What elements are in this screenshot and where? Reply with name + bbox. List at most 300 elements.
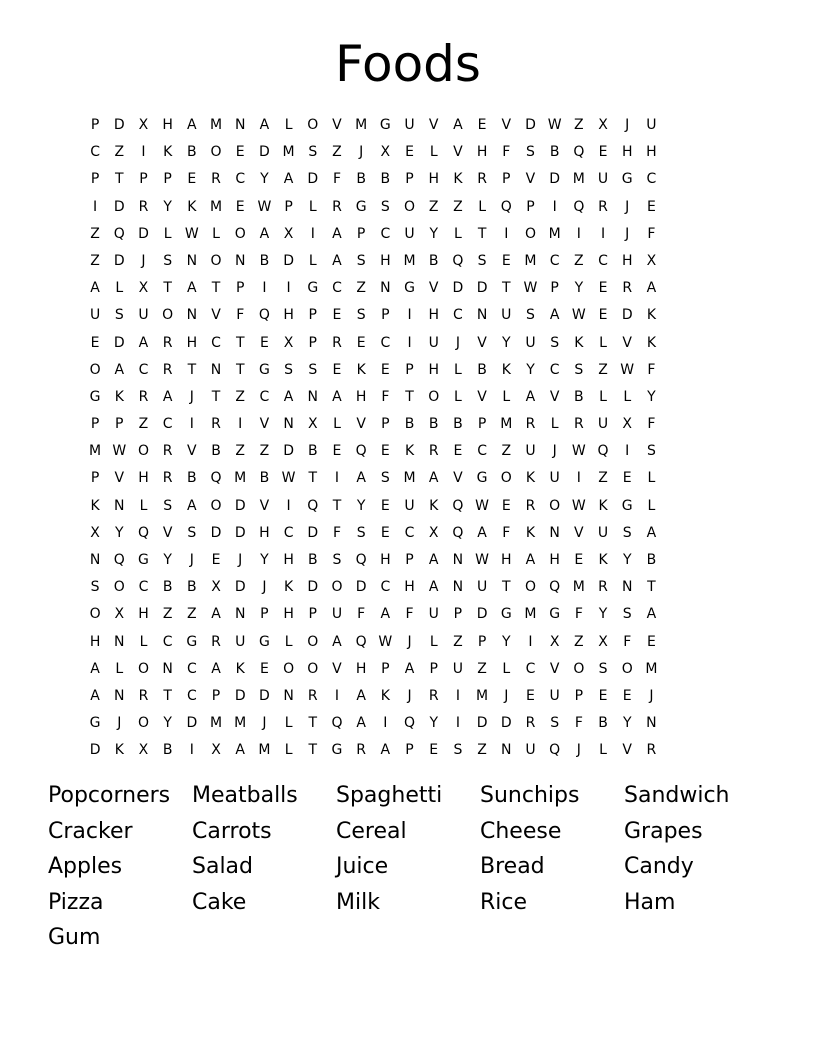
grid-letter: Y: [115, 524, 124, 541]
grid-letter: U: [331, 606, 343, 623]
grid-letter: B: [259, 252, 270, 269]
grid-letter: B: [428, 416, 439, 433]
grid-letter: W: [620, 361, 635, 378]
grid-letter: G: [307, 280, 319, 297]
grid-letter: J: [262, 579, 267, 596]
grid-letter: N: [210, 361, 222, 378]
grid-letter: D: [138, 225, 149, 242]
grid-letter: K: [646, 307, 656, 324]
grid-letter: B: [380, 171, 391, 188]
grid-letter: T: [502, 579, 511, 596]
grid-letter: T: [235, 334, 245, 351]
grid-letter: X: [307, 416, 318, 433]
grid-letter: D: [259, 687, 270, 704]
grid-letter: L: [163, 225, 172, 242]
grid-letter: N: [452, 552, 464, 568]
grid-letter: F: [647, 361, 656, 378]
grid-letter: P: [308, 307, 317, 324]
grid-letter: D: [476, 715, 488, 732]
grid-letter: T: [115, 171, 124, 188]
grid-letter: D: [500, 715, 512, 732]
grid-letter: D: [259, 144, 270, 161]
grid-letter: P: [526, 198, 535, 215]
grid-letter: W: [475, 552, 490, 568]
grid-letter: A: [477, 524, 487, 541]
grid-letter: D: [186, 715, 198, 732]
grid-letter: P: [381, 416, 390, 433]
grid-row: [83, 112, 733, 139]
grid-letter: L: [599, 334, 607, 351]
grid-letter: I: [286, 497, 291, 514]
grid-letter: N: [380, 280, 391, 297]
grid-letter: A: [428, 579, 439, 596]
grid-letter: R: [598, 198, 608, 215]
grid-letter: L: [454, 361, 462, 378]
grid-row: [83, 139, 733, 166]
grid-letter: M: [645, 660, 658, 677]
grid-letter: M: [209, 198, 223, 215]
grid-letter: N: [476, 307, 488, 324]
grid-letter: F: [574, 715, 583, 732]
grid-letter: C: [380, 225, 391, 242]
grid-letter: K: [429, 497, 439, 514]
grid-letter: R: [477, 171, 487, 188]
grid-letter: C: [138, 361, 149, 378]
grid-letter: V: [162, 524, 173, 541]
grid-letter: L: [284, 742, 293, 759]
grid-letter: D: [355, 579, 367, 596]
grid-letter: V: [525, 171, 536, 188]
grid-letter: E: [574, 552, 584, 568]
grid-letter: G: [258, 361, 270, 378]
grid-letter: U: [597, 416, 609, 433]
word-list-item: Pizza: [48, 889, 104, 915]
grid-letter: A: [356, 470, 366, 487]
grid-letter: V: [332, 660, 342, 677]
grid-letter: C: [332, 280, 342, 297]
grid-letter: A: [283, 388, 294, 405]
grid-letter: S: [380, 470, 390, 487]
grid-letter: Y: [163, 198, 172, 215]
grid-letter: S: [356, 524, 366, 541]
grid-letter: G: [476, 470, 488, 487]
grid-letter: H: [283, 552, 294, 568]
grid-letter: U: [501, 307, 512, 324]
grid-letter: U: [525, 443, 536, 460]
grid-letter: O: [137, 660, 149, 677]
grid-letter: D: [210, 524, 222, 541]
grid-letter: N: [162, 660, 173, 677]
grid-letter: D: [621, 307, 633, 324]
grid-letter: R: [525, 497, 536, 514]
grid-letter: P: [139, 171, 148, 188]
grid-letter: P: [477, 416, 487, 433]
grid-letter: X: [138, 280, 149, 297]
grid-letter: K: [356, 361, 366, 378]
grid-letter: M: [282, 144, 295, 161]
grid-letter: R: [598, 579, 608, 596]
grid-letter: A: [235, 742, 245, 759]
grid-letter: K: [598, 552, 608, 568]
grid-letter: D: [476, 606, 488, 623]
grid-letter: H: [89, 633, 101, 650]
grid-letter: Z: [453, 633, 463, 650]
grid-letter: U: [235, 633, 246, 650]
grid-letter: E: [598, 307, 608, 324]
grid-letter: B: [404, 416, 415, 433]
grid-letter: E: [598, 144, 608, 161]
grid-letter: B: [187, 579, 197, 596]
grid-letter: Y: [574, 280, 584, 297]
grid-letter: E: [211, 552, 221, 568]
grid-letter: I: [455, 715, 460, 732]
grid-letter: M: [209, 715, 223, 732]
grid-letter: Y: [502, 334, 511, 351]
grid-letter: K: [574, 334, 584, 351]
grid-letter: Z: [235, 388, 246, 405]
grid-letter: A: [332, 252, 342, 269]
grid-letter: O: [137, 715, 149, 732]
grid-letter: Q: [137, 524, 149, 541]
grid-letter: D: [307, 171, 319, 188]
grid-row: [83, 221, 733, 248]
grid-letter: U: [549, 687, 560, 704]
grid-row: [83, 166, 733, 193]
grid-row: [83, 438, 733, 465]
grid-letter: C: [138, 579, 149, 596]
grid-letter: C: [549, 361, 560, 378]
grid-letter: S: [646, 443, 656, 460]
grid-letter: G: [379, 117, 391, 133]
grid-letter: M: [403, 470, 416, 487]
grid-letter: D: [234, 687, 246, 704]
grid-letter: B: [453, 416, 463, 433]
grid-letter: U: [525, 742, 536, 759]
grid-letter: W: [571, 307, 586, 324]
grid-letter: L: [599, 742, 607, 759]
grid-letter: I: [552, 198, 557, 215]
grid-letter: I: [407, 334, 412, 351]
word-list-item: Milk: [336, 889, 380, 915]
grid-letter: Q: [597, 443, 609, 460]
grid-letter: S: [187, 524, 197, 541]
grid-letter: E: [646, 198, 656, 215]
grid-letter: W: [571, 497, 586, 514]
grid-letter: F: [623, 633, 632, 650]
grid-letter: L: [139, 633, 148, 650]
grid-letter: P: [429, 660, 438, 677]
grid-letter: O: [307, 633, 319, 650]
grid-row: [83, 411, 733, 438]
grid-letter: G: [186, 633, 198, 650]
word-list-item: Bread: [480, 854, 545, 879]
grid-row: [83, 275, 733, 302]
grid-letter: B: [187, 470, 197, 487]
grid-letter: X: [211, 742, 221, 759]
grid-letter: J: [407, 633, 412, 650]
grid-letter: B: [428, 252, 439, 269]
grid-letter: O: [621, 660, 633, 677]
grid-letter: M: [500, 416, 513, 433]
grid-letter: X: [283, 334, 294, 351]
grid-letter: K: [284, 579, 294, 596]
grid-letter: C: [380, 579, 391, 596]
grid-letter: P: [90, 117, 100, 133]
grid-letter: T: [211, 280, 221, 297]
grid-letter: Z: [477, 660, 487, 677]
grid-letter: V: [622, 334, 632, 351]
grid-letter: D: [283, 252, 294, 269]
grid-letter: E: [235, 198, 245, 215]
grid-letter: A: [187, 117, 197, 133]
grid-letter: Z: [453, 198, 463, 215]
grid-letter: S: [163, 497, 173, 514]
grid-letter: P: [405, 552, 414, 568]
grid-letter: Z: [138, 416, 149, 433]
grid-letter: P: [90, 171, 100, 188]
grid-letter: E: [235, 144, 245, 161]
grid-letter: S: [477, 252, 487, 269]
grid-letter: X: [138, 117, 149, 133]
grid-letter: E: [646, 633, 656, 650]
grid-letter: P: [574, 687, 584, 704]
grid-letter: B: [162, 742, 173, 759]
grid-letter: U: [138, 307, 149, 324]
grid-letter: I: [504, 225, 509, 242]
grid-letter: O: [307, 660, 319, 677]
grid-letter: C: [525, 660, 536, 677]
grid-letter: Q: [258, 307, 270, 324]
grid-letter: O: [210, 252, 222, 269]
grid-letter: R: [356, 742, 367, 759]
grid-letter: P: [405, 361, 414, 378]
grid-letter: Q: [452, 252, 464, 269]
grid-letter: A: [259, 117, 270, 133]
grid-letter: Y: [647, 388, 656, 405]
grid-letter: S: [90, 579, 100, 596]
grid-letter: R: [162, 334, 173, 351]
grid-letter: H: [476, 144, 488, 161]
grid-letter: M: [524, 606, 537, 623]
grid-letter: K: [501, 361, 511, 378]
word-list-item: Meatballs: [192, 783, 298, 808]
grid-letter: M: [572, 579, 585, 596]
grid-letter: I: [310, 225, 315, 242]
grid-letter: L: [284, 715, 293, 732]
grid-letter: Y: [260, 171, 269, 188]
grid-letter: H: [646, 144, 657, 161]
grid-letter: L: [284, 117, 293, 133]
grid-letter: J: [625, 225, 630, 242]
grid-letter: O: [524, 579, 536, 596]
word-list-item: Rice: [480, 889, 528, 915]
grid-letter: N: [452, 579, 464, 596]
grid-letter: G: [89, 715, 101, 732]
grid-letter: B: [307, 443, 318, 460]
grid-letter: E: [380, 497, 390, 514]
grid-letter: T: [211, 388, 221, 405]
grid-letter: W: [571, 443, 586, 460]
grid-letter: I: [455, 687, 460, 704]
grid-letter: C: [211, 334, 221, 351]
grid-letter: U: [404, 225, 415, 242]
grid-letter: V: [332, 117, 342, 133]
grid-letter: X: [622, 416, 633, 433]
grid-row: [83, 194, 733, 221]
grid-letter: F: [502, 524, 511, 541]
grid-letter: H: [162, 117, 173, 133]
letter-grid: [83, 112, 733, 765]
grid-letter: M: [209, 117, 223, 133]
grid-letter: O: [162, 307, 174, 324]
grid-letter: F: [357, 606, 366, 623]
word-list-item: Candy: [624, 854, 694, 879]
grid-letter: V: [549, 660, 560, 677]
grid-letter: Q: [113, 552, 125, 568]
grid-letter: R: [332, 198, 342, 215]
grid-letter: I: [141, 144, 146, 161]
grid-letter: U: [89, 307, 101, 324]
grid-letter: F: [502, 144, 511, 161]
grid-letter: T: [163, 280, 172, 297]
grid-letter: X: [428, 524, 439, 541]
grid-letter: Q: [573, 198, 585, 215]
word-list-item: Cracker: [48, 818, 133, 844]
grid-letter: T: [332, 497, 342, 514]
grid-letter: N: [646, 715, 657, 732]
grid-letter: W: [378, 633, 393, 650]
grid-letter: X: [138, 742, 149, 759]
grid-letter: A: [138, 334, 149, 351]
grid-letter: Y: [163, 552, 172, 568]
grid-letter: G: [621, 497, 633, 514]
grid-letter: P: [211, 687, 221, 704]
grid-letter: V: [428, 117, 439, 133]
grid-letter: U: [525, 334, 536, 351]
grid-letter: Q: [500, 198, 512, 215]
grid-letter: F: [405, 606, 414, 623]
grid-letter: Y: [598, 606, 608, 623]
grid-letter: W: [257, 198, 272, 215]
grid-letter: R: [646, 742, 657, 759]
grid-letter: V: [477, 334, 487, 351]
grid-letter: P: [308, 606, 317, 623]
grid-letter: A: [646, 606, 657, 623]
grid-letter: Z: [574, 117, 584, 133]
grid-letter: P: [308, 334, 317, 351]
word-list-item: Cereal: [336, 818, 407, 844]
grid-letter: S: [526, 307, 535, 324]
grid-row: [83, 384, 733, 411]
grid-letter: E: [622, 470, 632, 487]
grid-letter: F: [647, 416, 656, 433]
grid-letter: Q: [452, 524, 464, 541]
grid-letter: E: [598, 280, 608, 297]
grid-letter: Z: [598, 470, 608, 487]
grid-letter: N: [549, 524, 560, 541]
grid-row: [83, 574, 733, 601]
grid-letter: D: [89, 742, 101, 759]
grid-letter: L: [333, 416, 341, 433]
grid-row: [83, 629, 733, 656]
grid-letter: L: [212, 225, 220, 242]
grid-letter: X: [598, 633, 608, 650]
grid-letter: T: [187, 361, 197, 378]
grid-letter: I: [334, 470, 340, 487]
grid-letter: U: [404, 117, 415, 133]
grid-letter: S: [114, 307, 124, 324]
grid-letter: G: [258, 633, 270, 650]
grid-letter: L: [502, 388, 511, 405]
grid-letter: Q: [355, 552, 367, 568]
grid-letter: I: [189, 416, 194, 433]
grid-letter: Y: [429, 225, 438, 242]
grid-letter: O: [234, 225, 246, 242]
grid-letter: I: [286, 280, 291, 297]
grid-letter: X: [211, 579, 221, 596]
grid-letter: L: [623, 388, 632, 405]
grid-letter: E: [501, 497, 511, 514]
grid-letter: U: [597, 524, 609, 541]
grid-letter: N: [114, 633, 125, 650]
grid-letter: Y: [526, 361, 535, 378]
word-list-item: Sandwich: [624, 783, 730, 808]
grid-letter: O: [210, 144, 222, 161]
grid-letter: Q: [549, 742, 561, 759]
grid-letter: A: [114, 361, 125, 378]
grid-letter: S: [598, 660, 608, 677]
grid-letter: N: [283, 416, 294, 433]
grid-letter: N: [186, 307, 198, 324]
grid-letter: O: [573, 660, 585, 677]
grid-letter: T: [163, 687, 172, 704]
word-list-item: Cheese: [480, 818, 562, 844]
grid-letter: U: [452, 660, 464, 677]
grid-letter: K: [453, 171, 463, 188]
grid-letter: K: [235, 660, 245, 677]
grid-letter: P: [90, 416, 100, 433]
grid-letter: S: [526, 144, 535, 161]
grid-letter: A: [211, 660, 221, 677]
grid-letter: E: [356, 334, 366, 351]
grid-row: [83, 737, 733, 764]
grid-letter: I: [334, 687, 340, 704]
grid-letter: J: [504, 687, 509, 704]
grid-letter: O: [283, 660, 295, 677]
grid-letter: D: [113, 252, 125, 269]
grid-letter: B: [598, 715, 608, 732]
grid-letter: S: [453, 742, 463, 759]
grid-letter: X: [114, 606, 125, 623]
grid-letter: Q: [307, 497, 319, 514]
grid-letter: X: [598, 117, 608, 133]
grid-letter: J: [262, 715, 267, 732]
grid-letter: C: [477, 443, 487, 460]
grid-letter: R: [211, 416, 221, 433]
grid-letter: Z: [428, 198, 439, 215]
grid-letter: W: [523, 280, 538, 297]
word-list-item: Salad: [192, 854, 254, 879]
grid-letter: V: [259, 416, 270, 433]
grid-letter: E: [259, 660, 269, 677]
grid-letter: E: [187, 171, 197, 188]
grid-letter: H: [380, 552, 391, 568]
grid-letter: G: [500, 606, 512, 623]
grid-letter: A: [646, 524, 657, 541]
grid-letter: P: [260, 606, 269, 623]
grid-letter: Q: [210, 470, 222, 487]
grid-letter: F: [574, 606, 583, 623]
